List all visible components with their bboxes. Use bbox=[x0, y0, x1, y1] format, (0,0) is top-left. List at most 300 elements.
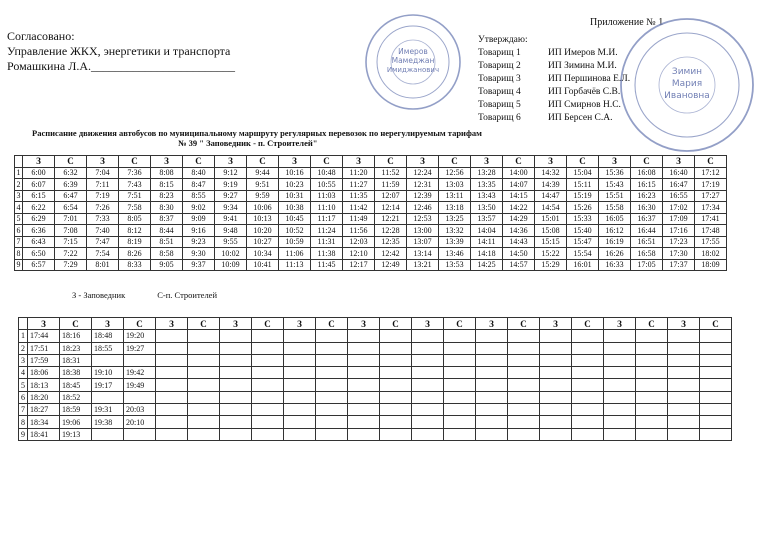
time-cell: 8:37 bbox=[151, 213, 183, 225]
column-header: З bbox=[471, 156, 503, 168]
time-cell bbox=[412, 379, 444, 391]
time-cell: 18:59 bbox=[60, 404, 92, 416]
time-cell: 7:04 bbox=[87, 167, 119, 179]
time-cell: 6:57 bbox=[23, 259, 55, 271]
time-cell bbox=[476, 416, 508, 428]
time-cell bbox=[124, 391, 156, 403]
time-cell: 9:48 bbox=[215, 225, 247, 237]
approver-company: Товарищ 1 bbox=[478, 48, 521, 58]
time-cell: 15:19 bbox=[567, 190, 599, 202]
time-cell: 19:38 bbox=[92, 416, 124, 428]
time-cell bbox=[540, 379, 572, 391]
time-cell bbox=[604, 367, 636, 379]
time-cell bbox=[476, 330, 508, 342]
row-number: 7 bbox=[16, 237, 21, 247]
time-cell: 19:49 bbox=[124, 379, 156, 391]
approval-left-heading: Согласовано: bbox=[7, 29, 75, 43]
time-cell: 13:43 bbox=[471, 190, 503, 202]
time-cell: 11:17 bbox=[311, 213, 343, 225]
time-cell bbox=[700, 367, 732, 379]
time-cell: 12:39 bbox=[407, 190, 439, 202]
time-cell bbox=[220, 428, 252, 440]
time-cell bbox=[380, 354, 412, 366]
time-cell: 16:05 bbox=[599, 213, 631, 225]
time-cell: 10:23 bbox=[279, 179, 311, 191]
time-cell: 14:43 bbox=[503, 236, 535, 248]
time-cell bbox=[476, 367, 508, 379]
row-number: 5 bbox=[19, 379, 28, 391]
column-header: З bbox=[663, 156, 695, 168]
time-cell: 15:29 bbox=[535, 259, 567, 271]
time-cell: 13:21 bbox=[407, 259, 439, 271]
time-cell: 18:31 bbox=[60, 354, 92, 366]
time-cell bbox=[124, 428, 156, 440]
time-cell: 8:08 bbox=[151, 167, 183, 179]
time-cell: 6:54 bbox=[55, 202, 87, 214]
time-cell bbox=[220, 416, 252, 428]
stamp-center-line3: Имиджанович bbox=[386, 66, 440, 74]
time-cell bbox=[156, 367, 188, 379]
time-cell: 15:04 bbox=[567, 167, 599, 179]
time-cell bbox=[412, 367, 444, 379]
row-number: 2 bbox=[19, 342, 28, 354]
row-number: 7 bbox=[19, 404, 28, 416]
column-header: З bbox=[348, 318, 380, 330]
approval-left-organization: Управление ЖКХ, энергетики и транспорта bbox=[7, 44, 231, 58]
time-cell: 16:15 bbox=[631, 179, 663, 191]
time-cell bbox=[700, 342, 732, 354]
time-cell: 16:40 bbox=[663, 167, 695, 179]
time-cell bbox=[508, 428, 540, 440]
time-cell: 16:47 bbox=[663, 179, 695, 191]
time-cell bbox=[412, 404, 444, 416]
time-cell: 17:55 bbox=[695, 236, 727, 248]
time-cell: 18:41 bbox=[28, 428, 60, 440]
table-row bbox=[15, 179, 727, 191]
time-cell: 17:37 bbox=[663, 259, 695, 271]
time-cell bbox=[220, 404, 252, 416]
time-cell: 15:54 bbox=[567, 248, 599, 260]
column-header: З bbox=[535, 156, 567, 168]
column-header: С bbox=[252, 318, 284, 330]
time-cell: 10:55 bbox=[311, 179, 343, 191]
time-cell bbox=[668, 391, 700, 403]
time-cell bbox=[572, 367, 604, 379]
time-cell bbox=[508, 391, 540, 403]
time-cell bbox=[380, 342, 412, 354]
time-cell bbox=[156, 416, 188, 428]
time-cell: 7:22 bbox=[55, 248, 87, 260]
time-cell bbox=[508, 342, 540, 354]
time-cell bbox=[412, 416, 444, 428]
column-header: С bbox=[439, 156, 471, 168]
time-cell: 12:28 bbox=[375, 225, 407, 237]
round-seal-stamp-right bbox=[618, 16, 756, 154]
time-cell: 13:18 bbox=[439, 202, 471, 214]
time-cell: 14:18 bbox=[471, 248, 503, 260]
row-number: 1 bbox=[19, 330, 28, 342]
column-header: З bbox=[220, 318, 252, 330]
time-cell bbox=[668, 416, 700, 428]
table-row bbox=[19, 342, 732, 354]
time-cell bbox=[156, 330, 188, 342]
time-cell: 13:07 bbox=[407, 236, 439, 248]
time-cell: 19:42 bbox=[124, 367, 156, 379]
time-cell: 15:08 bbox=[535, 225, 567, 237]
time-cell: 12:46 bbox=[407, 202, 439, 214]
time-cell bbox=[348, 379, 380, 391]
time-cell: 11:10 bbox=[311, 202, 343, 214]
table-row bbox=[19, 391, 732, 403]
time-cell: 13:46 bbox=[439, 248, 471, 260]
time-cell: 12:31 bbox=[407, 179, 439, 191]
stamp-right-line3: Ивановна bbox=[664, 91, 710, 101]
time-cell: 8:40 bbox=[183, 167, 215, 179]
time-cell: 18:20 bbox=[28, 391, 60, 403]
row-number: 1 bbox=[16, 168, 21, 178]
time-cell: 15:26 bbox=[567, 202, 599, 214]
time-cell bbox=[700, 354, 732, 366]
time-cell bbox=[636, 330, 668, 342]
column-header: З bbox=[151, 156, 183, 168]
time-cell: 18:23 bbox=[60, 342, 92, 354]
approver-row bbox=[478, 112, 613, 125]
time-cell bbox=[476, 379, 508, 391]
approval-right-heading: Утверждаю: bbox=[478, 35, 528, 45]
time-cell bbox=[316, 428, 348, 440]
time-cell: 19:13 bbox=[60, 428, 92, 440]
column-header: З bbox=[279, 156, 311, 168]
time-cell bbox=[540, 391, 572, 403]
approver-row bbox=[478, 73, 631, 86]
time-cell bbox=[316, 367, 348, 379]
time-cell bbox=[604, 428, 636, 440]
time-cell bbox=[668, 404, 700, 416]
table-row bbox=[19, 379, 732, 391]
time-cell: 9:16 bbox=[183, 225, 215, 237]
time-cell: 16:19 bbox=[599, 236, 631, 248]
table-row bbox=[15, 167, 727, 179]
time-cell bbox=[636, 416, 668, 428]
time-cell: 9:30 bbox=[183, 248, 215, 260]
time-cell: 10:06 bbox=[247, 202, 279, 214]
time-cell: 6:07 bbox=[23, 179, 55, 191]
round-seal-stamp bbox=[363, 12, 463, 112]
time-cell: 17:16 bbox=[663, 225, 695, 237]
time-cell: 12:24 bbox=[407, 167, 439, 179]
time-cell: 18:13 bbox=[28, 379, 60, 391]
time-cell bbox=[252, 379, 284, 391]
time-cell bbox=[572, 330, 604, 342]
time-cell bbox=[348, 342, 380, 354]
column-header: З bbox=[343, 156, 375, 168]
time-cell: 7:40 bbox=[87, 225, 119, 237]
time-cell: 18:06 bbox=[28, 367, 60, 379]
time-cell: 15:22 bbox=[535, 248, 567, 260]
table-row bbox=[15, 236, 727, 248]
time-cell: 9:37 bbox=[183, 259, 215, 271]
time-cell: 15:43 bbox=[599, 179, 631, 191]
time-cell: 8:30 bbox=[151, 202, 183, 214]
time-cell: 17:05 bbox=[631, 259, 663, 271]
header-corner bbox=[19, 318, 28, 330]
time-cell: 17:59 bbox=[28, 354, 60, 366]
time-cell bbox=[252, 428, 284, 440]
time-cell: 12:42 bbox=[375, 248, 407, 260]
time-cell bbox=[316, 404, 348, 416]
time-cell: 11:35 bbox=[343, 190, 375, 202]
time-cell bbox=[316, 342, 348, 354]
time-cell: 16:30 bbox=[631, 202, 663, 214]
time-cell bbox=[348, 428, 380, 440]
time-cell: 11:20 bbox=[343, 167, 375, 179]
time-cell: 13:35 bbox=[471, 179, 503, 191]
time-cell: 11:24 bbox=[311, 225, 343, 237]
time-cell: 18:48 bbox=[92, 330, 124, 342]
time-cell: 17:51 bbox=[28, 342, 60, 354]
approver-company: Товарищ 5 bbox=[478, 100, 521, 110]
time-cell: 7:15 bbox=[55, 236, 87, 248]
time-cell: 14:47 bbox=[535, 190, 567, 202]
time-cell: 19:20 bbox=[124, 330, 156, 342]
table-header-row bbox=[15, 156, 727, 168]
time-cell: 9:19 bbox=[215, 179, 247, 191]
time-cell: 8:05 bbox=[119, 213, 151, 225]
time-cell: 14:57 bbox=[503, 259, 535, 271]
time-cell: 10:59 bbox=[279, 236, 311, 248]
time-cell bbox=[636, 367, 668, 379]
time-cell bbox=[156, 428, 188, 440]
time-cell: 7:33 bbox=[87, 213, 119, 225]
time-cell bbox=[252, 404, 284, 416]
row-number: 9 bbox=[19, 428, 28, 440]
time-cell bbox=[188, 367, 220, 379]
time-cell bbox=[188, 416, 220, 428]
time-cell: 6:22 bbox=[23, 202, 55, 214]
time-cell bbox=[284, 428, 316, 440]
time-cell bbox=[444, 330, 476, 342]
time-cell bbox=[572, 379, 604, 391]
time-cell bbox=[284, 330, 316, 342]
time-cell: 8:58 bbox=[151, 248, 183, 260]
time-cell: 14:32 bbox=[535, 167, 567, 179]
time-cell: 10:52 bbox=[279, 225, 311, 237]
time-cell: 8:51 bbox=[151, 236, 183, 248]
time-cell bbox=[444, 354, 476, 366]
time-cell: 8:12 bbox=[119, 225, 151, 237]
row-number: 5 bbox=[16, 214, 21, 224]
time-cell: 18:45 bbox=[60, 379, 92, 391]
time-cell: 11:45 bbox=[311, 259, 343, 271]
approver-person: ИП Першинова Е.Л. bbox=[548, 74, 631, 84]
column-header: С bbox=[572, 318, 604, 330]
time-cell bbox=[540, 330, 572, 342]
time-cell bbox=[476, 428, 508, 440]
time-cell: 10:13 bbox=[247, 213, 279, 225]
time-cell: 10:48 bbox=[311, 167, 343, 179]
time-cell bbox=[572, 416, 604, 428]
column-header: С bbox=[636, 318, 668, 330]
column-header: З bbox=[476, 318, 508, 330]
time-cell: 7:26 bbox=[87, 202, 119, 214]
time-cell: 8:47 bbox=[183, 179, 215, 191]
time-cell bbox=[252, 391, 284, 403]
time-cell bbox=[188, 330, 220, 342]
time-cell bbox=[156, 404, 188, 416]
time-cell: 15:33 bbox=[567, 213, 599, 225]
time-cell bbox=[316, 391, 348, 403]
time-cell: 9:05 bbox=[151, 259, 183, 271]
legend-stroiteley: С-п. Строителей bbox=[157, 290, 218, 300]
time-cell bbox=[252, 342, 284, 354]
stamp-right-line1: Зимин bbox=[671, 67, 703, 77]
time-cell bbox=[444, 391, 476, 403]
time-cell bbox=[636, 391, 668, 403]
time-cell: 7:36 bbox=[119, 167, 151, 179]
time-cell: 13:28 bbox=[471, 167, 503, 179]
time-cell: 14:39 bbox=[535, 179, 567, 191]
time-cell bbox=[156, 391, 188, 403]
time-cell: 9:55 bbox=[215, 236, 247, 248]
time-cell bbox=[636, 342, 668, 354]
time-cell bbox=[284, 342, 316, 354]
column-header: С bbox=[567, 156, 599, 168]
time-cell bbox=[284, 379, 316, 391]
column-header: З bbox=[28, 318, 60, 330]
approver-person: ИП Горбачёв С.В. bbox=[548, 87, 621, 97]
column-header: С bbox=[183, 156, 215, 168]
time-cell: 11:42 bbox=[343, 202, 375, 214]
time-cell: 9:51 bbox=[247, 179, 279, 191]
time-cell bbox=[700, 391, 732, 403]
time-cell: 12:14 bbox=[375, 202, 407, 214]
time-cell: 16:44 bbox=[631, 225, 663, 237]
time-cell bbox=[668, 367, 700, 379]
time-cell bbox=[412, 342, 444, 354]
time-cell: 12:56 bbox=[439, 167, 471, 179]
column-header: С bbox=[700, 318, 732, 330]
column-header: С bbox=[503, 156, 535, 168]
time-cell bbox=[572, 354, 604, 366]
time-cell bbox=[380, 404, 412, 416]
column-header: З bbox=[23, 156, 55, 168]
time-cell: 15:51 bbox=[599, 190, 631, 202]
time-cell: 10:38 bbox=[279, 202, 311, 214]
table-row bbox=[19, 416, 732, 428]
column-header: З bbox=[599, 156, 631, 168]
time-cell: 17:34 bbox=[695, 202, 727, 214]
time-cell bbox=[412, 354, 444, 366]
stamp-center-line1: Имеров bbox=[398, 47, 428, 56]
time-cell: 7:19 bbox=[87, 190, 119, 202]
time-cell bbox=[412, 330, 444, 342]
time-cell: 16:51 bbox=[631, 236, 663, 248]
schedule-table-morning bbox=[14, 155, 727, 271]
time-cell: 13:14 bbox=[407, 248, 439, 260]
approver-company: Товарищ 4 bbox=[478, 87, 521, 97]
time-cell: 13:57 bbox=[471, 213, 503, 225]
time-cell bbox=[444, 404, 476, 416]
time-cell: 15:40 bbox=[567, 225, 599, 237]
column-header: С bbox=[124, 318, 156, 330]
time-cell bbox=[604, 391, 636, 403]
time-cell bbox=[604, 379, 636, 391]
approver-person: ИП Имеров М.И. bbox=[548, 48, 618, 58]
time-cell: 16:58 bbox=[631, 248, 663, 260]
time-cell bbox=[700, 428, 732, 440]
time-cell bbox=[540, 428, 572, 440]
table-row bbox=[15, 248, 727, 260]
time-cell: 6:50 bbox=[23, 248, 55, 260]
column-header: С bbox=[247, 156, 279, 168]
time-cell bbox=[380, 428, 412, 440]
time-cell: 16:55 bbox=[663, 190, 695, 202]
time-cell: 8:55 bbox=[183, 190, 215, 202]
column-header: З bbox=[92, 318, 124, 330]
time-cell: 16:23 bbox=[631, 190, 663, 202]
column-header: С bbox=[508, 318, 540, 330]
time-cell: 10:34 bbox=[247, 248, 279, 260]
time-cell bbox=[316, 416, 348, 428]
time-cell: 13:11 bbox=[439, 190, 471, 202]
column-header: С bbox=[380, 318, 412, 330]
time-cell: 10:09 bbox=[215, 259, 247, 271]
time-cell bbox=[220, 354, 252, 366]
time-cell: 15:58 bbox=[599, 202, 631, 214]
time-cell: 14:11 bbox=[471, 236, 503, 248]
time-cell bbox=[636, 428, 668, 440]
column-header: З bbox=[407, 156, 439, 168]
time-cell: 11:38 bbox=[311, 248, 343, 260]
time-cell bbox=[668, 428, 700, 440]
row-number: 6 bbox=[19, 391, 28, 403]
time-cell bbox=[92, 354, 124, 366]
time-cell: 13:25 bbox=[439, 213, 471, 225]
time-cell: 6:15 bbox=[23, 190, 55, 202]
time-cell bbox=[252, 330, 284, 342]
time-cell: 11:03 bbox=[311, 190, 343, 202]
table-row bbox=[15, 213, 727, 225]
time-cell bbox=[668, 330, 700, 342]
time-cell: 15:47 bbox=[567, 236, 599, 248]
time-cell: 16:01 bbox=[567, 259, 599, 271]
row-number: 2 bbox=[16, 179, 21, 189]
time-cell: 11:06 bbox=[279, 248, 311, 260]
time-cell: 8:23 bbox=[151, 190, 183, 202]
approver-row bbox=[478, 47, 618, 60]
time-cell: 13:32 bbox=[439, 225, 471, 237]
time-cell: 19:17 bbox=[92, 379, 124, 391]
appendix-label: Приложение № 1 bbox=[590, 17, 664, 28]
time-cell: 9:23 bbox=[183, 236, 215, 248]
time-cell bbox=[668, 342, 700, 354]
time-cell bbox=[380, 330, 412, 342]
time-cell: 16:37 bbox=[631, 213, 663, 225]
time-cell: 7:51 bbox=[119, 190, 151, 202]
time-cell bbox=[380, 391, 412, 403]
time-cell: 14:50 bbox=[503, 248, 535, 260]
approver-person: ИП Смирнов Н.С. bbox=[548, 100, 621, 110]
time-cell bbox=[316, 330, 348, 342]
time-cell: 7:01 bbox=[55, 213, 87, 225]
column-header: С bbox=[316, 318, 348, 330]
time-cell bbox=[604, 416, 636, 428]
time-cell: 13:53 bbox=[439, 259, 471, 271]
time-cell bbox=[508, 416, 540, 428]
time-cell: 20:10 bbox=[124, 416, 156, 428]
time-cell: 10:02 bbox=[215, 248, 247, 260]
time-cell bbox=[92, 428, 124, 440]
